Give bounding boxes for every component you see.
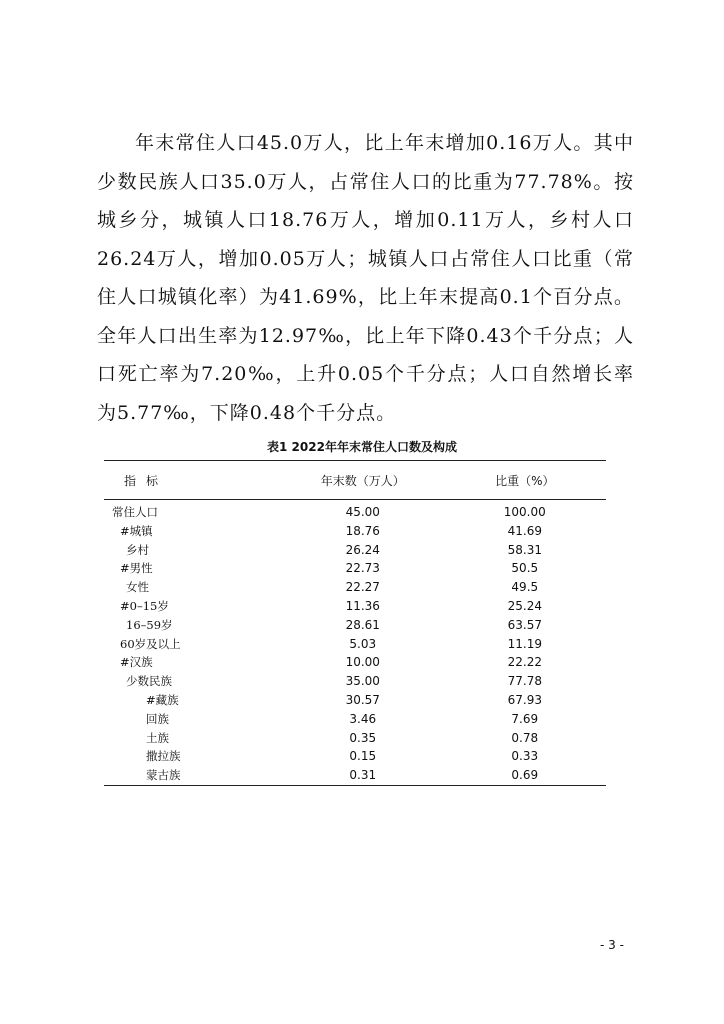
row-label: 乡村 [126,542,149,557]
row-label: 女性 [126,580,149,595]
row-share: 25.24 [507,598,542,613]
row-label: 60岁及以上 [120,636,181,651]
row-label: 16–59岁 [126,617,173,632]
body-paragraph: 年末常住人口45.0万人，比上年末增加0.16万人。其中少数民族人口35.0万人，占常住人口的比重为77.78%。按城乡分，城镇人口18.76万人，增加0.11万人，乡村人口26.24万人，增加0.05万人；城镇人口占常住人口比重（常住人口城镇化率）为41.69%，比上年末提高0.1个百分点。全年人口出生率为12.97‰，比上年下降0.43个千分点；人口死亡率为7.20‰，上升0.05个千分点；人口自然增长率为5.77‰，下降0.48个千分点。 [97,132,634,424]
row-share: 11.19 [507,636,542,651]
table-header-row [104,461,606,500]
row-share: 0.33 [511,749,539,764]
row-value: 5.03 [349,636,377,651]
row-label: 蒙古族 [104,766,282,785]
row-label: #汉族 [120,655,153,670]
row-value: 28.61 [345,617,380,632]
table-row [104,616,606,635]
table-row [104,522,606,541]
row-value: 0.35 [349,730,377,745]
row-share: 22.22 [507,655,542,670]
row-value: 30.57 [345,692,380,707]
population-table [104,460,606,786]
row-value: 3.46 [349,711,377,726]
row-share: 7.69 [511,711,539,726]
row-share: 63.57 [507,617,542,632]
row-value: 22.73 [345,561,380,576]
table-row [104,729,606,748]
row-value: 18.76 [345,523,380,538]
row-label: 撒拉族 [146,749,181,764]
row-value: 35.00 [345,674,380,689]
row-value: 26.24 [345,542,380,557]
row-value: 10.00 [345,655,380,670]
table-row [104,541,606,560]
table-row [104,747,606,766]
row-share: 100.00 [503,505,546,519]
row-label: 常住人口 [112,505,158,519]
row-share: 41.69 [507,523,542,538]
row-value: 22.27 [345,580,380,595]
table-row [104,635,606,654]
row-label: #男性 [120,561,153,576]
table-row [104,559,606,578]
table-row [104,578,606,597]
table-row [104,597,606,616]
row-share: 77.78 [507,674,542,689]
table-row [104,710,606,729]
table-row [104,766,606,785]
header-indicator: 指标 [104,461,282,500]
row-label: #城镇 [120,523,153,538]
table-row [104,653,606,672]
table-row [104,500,606,522]
row-label: 土族 [146,730,169,745]
row-label: #藏族 [146,692,179,707]
header-year-end-count: 年末数（万人） [282,461,444,500]
row-value: 11.36 [345,598,380,613]
row-share: 0.78 [511,730,539,745]
row-label: #0–15岁 [120,598,169,613]
row-share: 50.5 [511,561,539,576]
row-value: 0.31 [282,766,444,785]
row-share: 67.93 [507,692,542,707]
row-value: 0.15 [349,749,377,764]
table-row [104,672,606,691]
row-share: 58.31 [507,542,542,557]
table-caption: 表1 2022年年末常住人口数及构成 [267,440,457,454]
row-share: 49.5 [511,580,539,595]
row-label: 回族 [146,711,169,726]
header-share: 比重（%） [444,461,606,500]
row-share: 0.69 [444,766,606,785]
table-row [104,691,606,710]
row-label: 少数民族 [126,674,172,689]
page-number: - 3 - [600,938,624,952]
row-value: 45.00 [345,505,380,519]
